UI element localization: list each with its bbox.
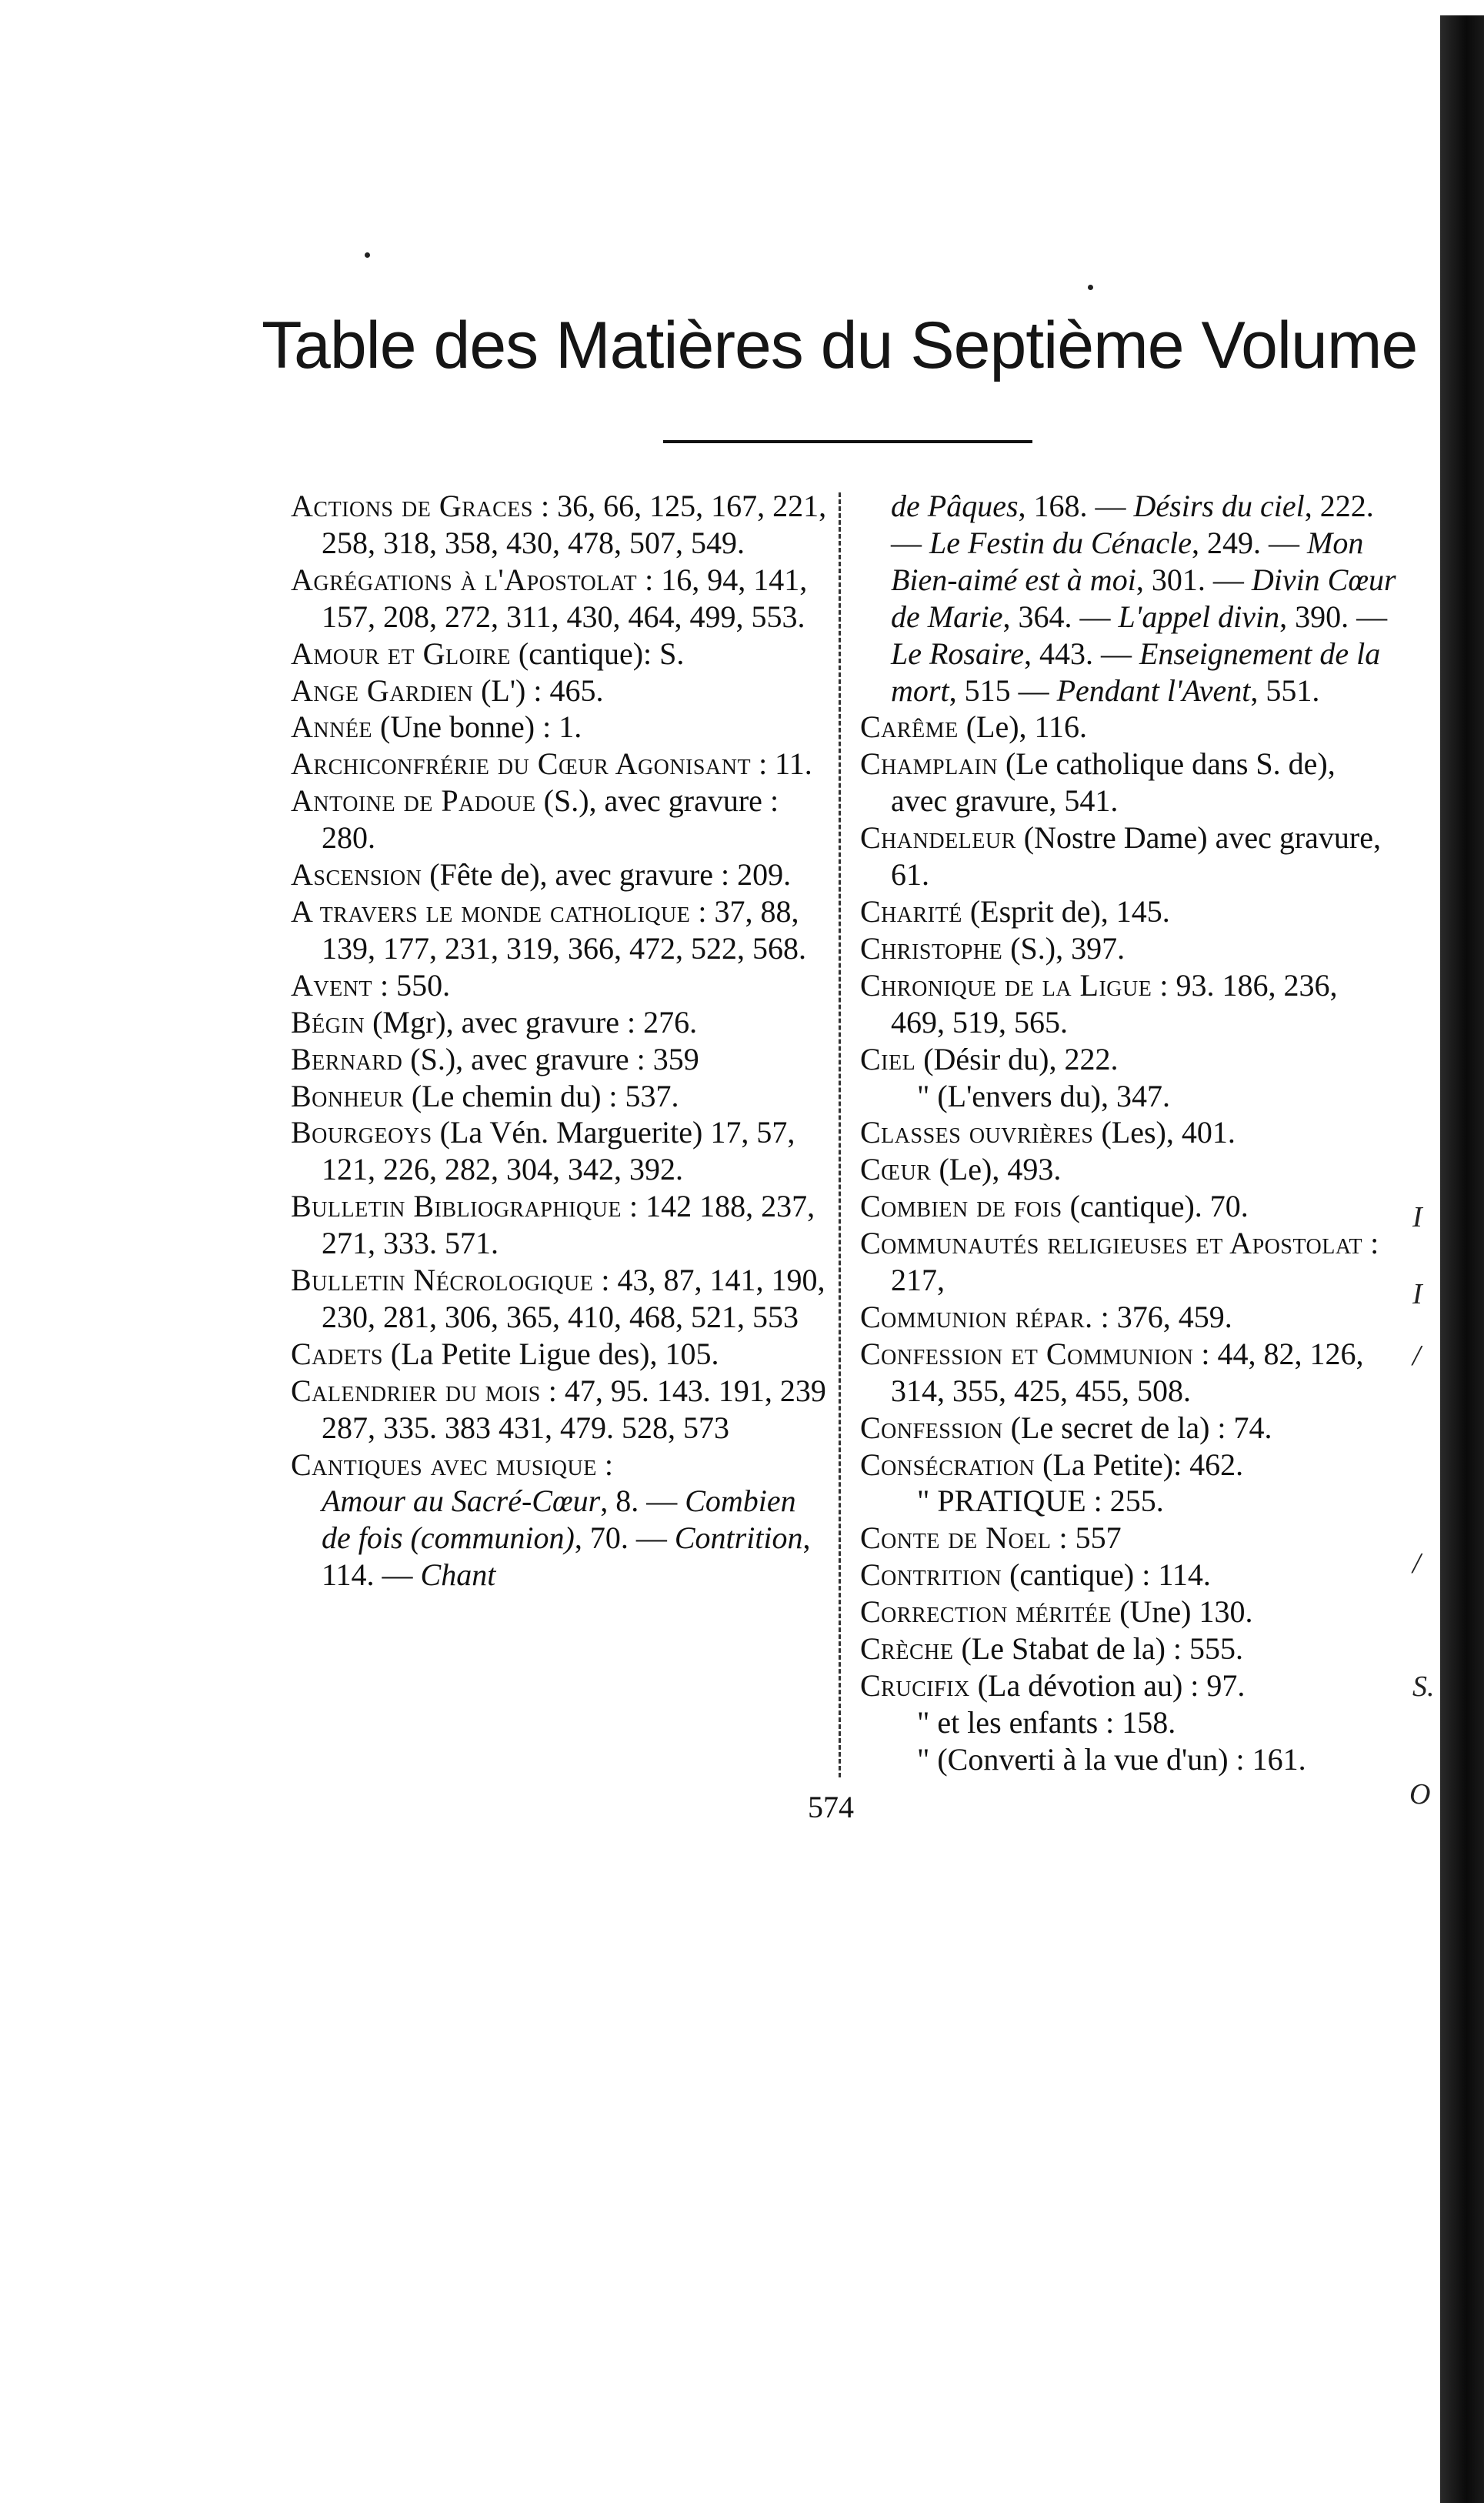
entry-references: (Esprit de), 145.	[962, 893, 1170, 929]
entry-heading: Crèche	[860, 1631, 954, 1667]
entry-references: : 43, 87, 141, 190, 230, 281, 306, 365, 410, 468, 521, 553	[322, 1263, 825, 1334]
binding-edge-shadow	[1440, 15, 1484, 2503]
entry-heading: Cantiques avec musique	[291, 1447, 597, 1482]
index-entry	[291, 488, 829, 562]
entry-heading: Bulletin Bibliographique	[291, 1189, 622, 1224]
index-entry	[860, 1114, 1399, 1151]
index-entry	[291, 893, 829, 967]
index-entry	[291, 746, 829, 783]
entry-heading: Chronique de la Ligue	[860, 967, 1152, 1003]
hymn-page-ref: , 443. —	[1023, 636, 1139, 671]
index-entry	[860, 1447, 1399, 1483]
index-entry	[860, 1299, 1399, 1336]
entry-heading: Communion répar.	[860, 1299, 1093, 1334]
hymn-page-ref: , 168. —	[1018, 489, 1134, 523]
entry-heading: Confession	[860, 1410, 1003, 1445]
hymn-title: L'appel divin	[1118, 599, 1280, 634]
speck-mark	[365, 252, 370, 258]
entry-references: : 16, 94, 141, 157, 208, 272, 311, 430, 464, 499, 553.	[322, 562, 808, 634]
index-entry	[860, 709, 1399, 746]
index-entry	[860, 893, 1399, 930]
index-entry	[291, 1188, 829, 1262]
entry-references: (L') : 465.	[473, 672, 604, 708]
index-entry	[291, 1262, 829, 1336]
edge-mark: I	[1412, 1201, 1422, 1233]
index-subentry: " (Converti à la vue d'un) : 161.	[917, 1741, 1306, 1777]
index-entry	[860, 1336, 1399, 1410]
index-entry	[860, 1557, 1399, 1594]
index-continuation	[291, 1483, 829, 1594]
entry-heading: Contrition	[860, 1557, 1002, 1593]
edge-mark: /	[1412, 1547, 1421, 1580]
index-entry	[291, 967, 829, 1004]
index-entry	[291, 1004, 829, 1041]
index-column-left	[291, 488, 829, 1594]
index-entry	[291, 709, 829, 746]
entry-heading: Calendrier du mois	[291, 1373, 541, 1408]
entry-heading: Combien de fois	[860, 1189, 1062, 1224]
edge-mark: /	[1412, 1340, 1421, 1372]
edge-mark: S.	[1412, 1670, 1435, 1703]
entry-heading: Archiconfrérie du Cœur Agonisant	[291, 746, 752, 782]
index-column-right	[860, 488, 1399, 1778]
entry-references: (Le), 116.	[958, 709, 1088, 745]
index-entry	[291, 672, 829, 709]
entry-references: (La Petite): 462.	[1035, 1447, 1244, 1482]
entry-heading: Agrégations à l'Apostolat	[291, 562, 638, 597]
index-entry	[860, 746, 1399, 819]
entry-heading: Actions de Graces	[291, 489, 533, 523]
index-subentry: " et les enfants : 158.	[917, 1704, 1176, 1740]
hymn-title: Contrition	[674, 1520, 803, 1556]
entry-references: (cantique) : 114.	[1002, 1557, 1211, 1593]
entry-references: (Les), 401.	[1093, 1115, 1236, 1150]
index-entry	[860, 1188, 1399, 1225]
index-continuation	[860, 488, 1399, 709]
entry-heading: Charité	[860, 893, 962, 929]
entry-heading: Amour et Gloire	[291, 636, 511, 671]
entry-references: (Une bonne) : 1.	[372, 709, 582, 745]
hymn-title: de Pâques	[891, 489, 1019, 523]
entry-heading: Année	[291, 709, 373, 745]
entry-references: : 93. 186, 236, 469, 519, 565.	[891, 967, 1338, 1040]
column-divider	[839, 492, 841, 1777]
entry-references: (La Vén. Marguerite) 17, 57, 121, 226, 282, 304, 342, 392.	[322, 1115, 795, 1187]
index-entry	[860, 1594, 1399, 1630]
index-entry	[860, 1225, 1399, 1299]
hymn-page-ref: , 515 —	[949, 672, 1057, 708]
hymn-title: Le Rosaire	[891, 636, 1024, 671]
hymn-title: Combien de fois (communion)	[322, 1483, 796, 1556]
hymn-page-ref: , 364. —	[1002, 599, 1119, 634]
entry-heading: Christophe	[860, 930, 1003, 966]
entry-references: (Le chemin du) : 537.	[403, 1078, 679, 1113]
index-entry	[291, 1336, 829, 1373]
entry-references: : 557	[1051, 1520, 1122, 1556]
index-entry	[860, 967, 1399, 1041]
hymn-page-ref: , 114. —	[322, 1520, 811, 1593]
entry-heading: Bourgeoys	[291, 1115, 432, 1150]
title-rule	[663, 440, 1032, 443]
hymn-title: Divin Cœur de Marie	[891, 562, 1396, 634]
index-entry	[291, 562, 829, 636]
hymn-page-ref: , 390. —	[1279, 599, 1388, 634]
entry-heading: Cadets	[291, 1336, 383, 1371]
speck-mark	[1088, 285, 1093, 290]
entry-references: (Mgr), avec gravure : 276.	[365, 1004, 698, 1040]
entry-references: : 47, 95. 143. 191, 239 287, 335. 383 431, 479. 528, 573	[322, 1373, 826, 1445]
entry-heading: Antoine de Padoue	[291, 783, 536, 819]
entry-references: (La dévotion au) : 97.	[969, 1668, 1246, 1703]
entry-heading: Classes ouvrières	[860, 1115, 1094, 1150]
entry-heading: Ciel	[860, 1041, 916, 1076]
entry-heading: Bonheur	[291, 1078, 404, 1113]
entry-references: : 376, 459.	[1092, 1299, 1232, 1334]
entry-references: : 142 188, 237, 271, 333. 571.	[322, 1189, 815, 1261]
entry-heading: Chandeleur	[860, 820, 1016, 856]
entry-references: :	[596, 1447, 613, 1482]
entry-references: (La Petite Ligue des), 105.	[382, 1336, 719, 1371]
entry-references: : 44, 82, 126, 314, 355, 425, 455, 508.	[891, 1336, 1364, 1408]
hymn-title: Amour au Sacré-Cœur	[322, 1483, 601, 1519]
entry-references: (Une) 130.	[1112, 1594, 1253, 1630]
index-entry	[860, 819, 1399, 893]
hymn-page-ref: , 249. —	[1192, 525, 1308, 560]
entry-references: : 217,	[891, 1226, 1379, 1298]
index-entry	[860, 1151, 1399, 1188]
index-entry	[860, 1667, 1399, 1704]
entry-heading: Champlain	[860, 746, 998, 782]
hymn-page-ref: , 8. —	[600, 1483, 685, 1519]
entry-heading: Bulletin Nécrologique	[291, 1263, 594, 1298]
index-entry	[860, 1520, 1399, 1557]
entry-references: (Le catholique dans S. de), avec gravure, 541.	[891, 746, 1336, 819]
hymn-page-ref: , 70. —	[574, 1520, 675, 1556]
entry-heading: Cœur	[860, 1152, 932, 1187]
index-entry	[291, 856, 829, 893]
entry-references: : 550.	[372, 967, 451, 1003]
entry-references: (Le secret de la) : 74.	[1002, 1410, 1272, 1445]
entry-references: : 11.	[751, 746, 812, 782]
index-entry	[860, 1410, 1399, 1447]
entry-references: : 36, 66, 125, 167, 221, 258, 318, 358, 430, 478, 507, 549.	[322, 489, 827, 560]
index-entry	[860, 1041, 1399, 1078]
hymn-page-ref: , 222. —	[891, 489, 1374, 560]
index-entry	[291, 783, 829, 856]
index-entry	[291, 1373, 829, 1447]
entry-references: (S.), 397.	[1002, 930, 1126, 966]
page-title: Table des Matières du Septième Volume	[262, 309, 1418, 382]
entry-heading: A travers le monde catholique	[291, 893, 691, 929]
entry-heading: Crucifix	[860, 1668, 970, 1703]
entry-references: (Nostre Dame) avec gravure, 61.	[891, 820, 1381, 893]
hymn-title: Chant	[420, 1557, 496, 1593]
hymn-title: Mon Bien-aimé est à moi	[891, 525, 1364, 597]
entry-references: (Le Stabat de la) : 555.	[953, 1631, 1244, 1667]
entry-heading: Carême	[860, 709, 959, 745]
index-subentry: " (L'envers du), 347.	[917, 1078, 1171, 1113]
entry-references: (Le), 493.	[931, 1152, 1062, 1187]
edge-mark: I	[1412, 1278, 1422, 1310]
index-entry	[860, 1630, 1399, 1667]
entry-references: (cantique). 70.	[1062, 1189, 1249, 1224]
entry-heading: Ange Gardien	[291, 672, 474, 708]
entry-heading: Bégin	[291, 1004, 365, 1040]
index-entry	[291, 1447, 829, 1483]
entry-references: : 37, 88, 139, 177, 231, 319, 366, 472, 522, 568.	[322, 893, 806, 966]
index-entry	[860, 930, 1399, 967]
entry-heading: Ascension	[291, 857, 422, 893]
entry-heading: Consécration	[860, 1447, 1035, 1482]
index-entry	[291, 1041, 829, 1078]
entry-heading: Correction méritée	[860, 1594, 1112, 1630]
hymn-title: Le Festin du Cénacle	[929, 525, 1192, 560]
page-number: 574	[808, 1790, 854, 1824]
edge-mark: O	[1409, 1778, 1431, 1811]
hymn-page-ref: , 551.	[1250, 672, 1320, 708]
entry-references: (S.), avec gravure : 280.	[322, 783, 779, 856]
hymn-page-ref: , 301. —	[1136, 562, 1252, 597]
hymn-title: Désirs du ciel	[1133, 489, 1305, 523]
entry-heading: Communautés religieuses et Apostolat	[860, 1226, 1363, 1261]
entry-references: (Désir du), 222.	[915, 1041, 1119, 1076]
entry-references: (cantique): S.	[510, 636, 685, 671]
index-entry	[291, 1078, 829, 1115]
index-entry	[291, 636, 829, 672]
hymn-title: Enseignement de la mort	[891, 636, 1381, 708]
entry-heading: Confession et Communion	[860, 1336, 1194, 1371]
entry-heading: Avent	[291, 967, 373, 1003]
hymn-title: Pendant l'Avent	[1056, 672, 1251, 708]
index-entry	[291, 1114, 829, 1188]
entry-references: (S.), avec gravure : 359	[402, 1041, 699, 1076]
entry-heading: Bernard	[291, 1041, 403, 1076]
entry-references: (Fête de), avec gravure : 209.	[422, 857, 792, 893]
entry-heading: Conte de Noel	[860, 1520, 1052, 1556]
index-subentry: " PRATIQUE : 255.	[917, 1483, 1164, 1519]
